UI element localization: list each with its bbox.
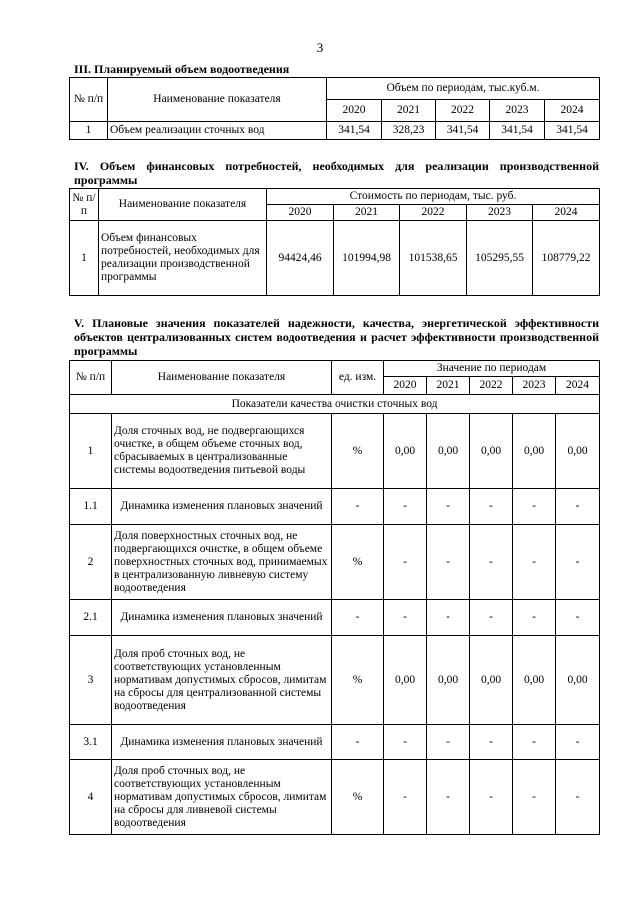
cell-value: 101994,98 (334, 221, 400, 296)
section-4-title: IV. Объем финансовых потребностей, необходимых для реализации производственной программы (74, 159, 599, 187)
cell-value: - (384, 489, 427, 525)
year-header: 2021 (382, 100, 436, 122)
row-num: 1 (70, 414, 112, 489)
cell-value: - (384, 725, 427, 760)
row-name: Объем финансовых потребностей, необходимых для реализации производственной программы (99, 221, 267, 296)
row-name: Динамика изменения плановых значений (112, 489, 332, 525)
row-num: 1.1 (70, 489, 112, 525)
cell-value: - (513, 525, 556, 600)
table-row (70, 414, 600, 489)
row-name: Динамика изменения плановых значений (112, 600, 332, 636)
row-unit: % (332, 525, 384, 600)
row-unit: % (332, 636, 384, 725)
table-row (70, 600, 600, 636)
year-header: 2020 (384, 377, 427, 395)
table-row (70, 221, 600, 296)
cell-value: - (427, 525, 470, 600)
col-periods-header: Стоимость по периодам, тыс. руб. (267, 189, 600, 205)
row-unit: - (332, 600, 384, 636)
col-unit-header: ед. изм. (332, 361, 384, 395)
cell-value: 0,00 (384, 414, 427, 489)
year-header: 2024 (545, 100, 600, 122)
cell-value: 341,54 (490, 122, 545, 140)
table-row (70, 760, 600, 835)
col-name-header: Наименование показателя (108, 78, 327, 122)
cell-value: 341,54 (545, 122, 600, 140)
row-num: 1 (70, 221, 99, 296)
row-name: Доля проб сточных вод, не соответствующих установленным нормативам допустимых сбросов, лимитам на сбросы для централизованной системы водоотведения (112, 636, 332, 725)
col-num-header: № п/п (70, 78, 108, 122)
cell-value: 0,00 (427, 636, 470, 725)
cell-value: - (513, 489, 556, 525)
year-header: 2024 (533, 205, 600, 221)
cell-value: 0,00 (513, 636, 556, 725)
cell-value: - (470, 489, 513, 525)
row-unit: % (332, 760, 384, 835)
row-num: 2.1 (70, 600, 112, 636)
cell-value: 0,00 (470, 636, 513, 725)
row-name: Доля проб сточных вод, не соответствующих установленным нормативам допустимых сбросов, лимитам на сбросы для ливневой системы водоотведения (112, 760, 332, 835)
cell-value: - (556, 760, 600, 835)
cell-value: - (513, 600, 556, 636)
section-3-title: III. Планируемый объем водоотведения (74, 62, 290, 76)
table-financial-needs (69, 188, 600, 296)
cell-value: 341,54 (327, 122, 382, 140)
cell-value: - (470, 760, 513, 835)
col-name-header: Наименование показателя (112, 361, 332, 395)
cell-value: - (384, 760, 427, 835)
col-num-header: № п/п (70, 189, 99, 221)
year-header: 2022 (436, 100, 490, 122)
table-quality-indicators (69, 360, 600, 835)
cell-value: 0,00 (556, 414, 600, 489)
col-num-header: № п/п (70, 361, 112, 395)
col-periods-header: Объем по периодам, тыс.куб.м. (327, 78, 600, 100)
row-name: Динамика изменения плановых значений (112, 725, 332, 760)
cell-value: - (556, 525, 600, 600)
row-name: Доля поверхностных сточных вод, не подвергающихся очистке, в общем объеме поверхностных сточных вод, принимаемых в централизованную ливневую систему водоотведения (112, 525, 332, 600)
cell-value: 0,00 (427, 414, 470, 489)
cell-value: - (556, 600, 600, 636)
cell-value: 105295,55 (467, 221, 533, 296)
col-name-header: Наименование показателя (99, 189, 267, 221)
year-header: 2021 (427, 377, 470, 395)
year-header: 2022 (400, 205, 467, 221)
cell-value: - (513, 725, 556, 760)
cell-value: - (384, 600, 427, 636)
row-num: 3 (70, 636, 112, 725)
row-num: 2 (70, 525, 112, 600)
cell-value: 0,00 (384, 636, 427, 725)
row-unit: % (332, 414, 384, 489)
cell-value: - (513, 760, 556, 835)
cell-value: 101538,65 (400, 221, 467, 296)
cell-value: 0,00 (556, 636, 600, 725)
cell-value: 94424,46 (267, 221, 334, 296)
cell-value: - (427, 600, 470, 636)
row-name: Доля сточных вод, не подвергающихся очистке, в общем объеме сточных вод, сбрасываемых в централизованные системы водоотведения питьевой воды (112, 414, 332, 489)
cell-value: 0,00 (513, 414, 556, 489)
cell-value: - (427, 725, 470, 760)
section-5-title: V. Плановые значения показателей надежности, качества, энергетической эффективности объектов централизованных систем водоотведения и расчет эффективности производственной программы (74, 316, 599, 358)
cell-value: 108779,22 (533, 221, 600, 296)
table-water-disposal-volume (69, 77, 600, 140)
table-row (70, 636, 600, 725)
year-header: 2023 (490, 100, 545, 122)
year-header: 2024 (556, 377, 600, 395)
row-num: 3.1 (70, 725, 112, 760)
table-row (70, 122, 600, 140)
cell-value: - (556, 725, 600, 760)
cell-value: 341,54 (436, 122, 490, 140)
year-header: 2023 (467, 205, 533, 221)
row-num: 4 (70, 760, 112, 835)
year-header: 2022 (470, 377, 513, 395)
row-unit: - (332, 725, 384, 760)
table-row (70, 489, 600, 525)
year-header: 2020 (267, 205, 334, 221)
cell-value: - (384, 525, 427, 600)
row-unit: - (332, 489, 384, 525)
table-row (70, 525, 600, 600)
cell-value: - (556, 489, 600, 525)
year-header: 2023 (513, 377, 556, 395)
page-number: 3 (316, 40, 324, 55)
cell-value: - (427, 760, 470, 835)
cell-value: - (427, 489, 470, 525)
cell-value: - (470, 725, 513, 760)
group-title: Показатели качества очистки сточных вод (70, 395, 600, 414)
year-header: 2020 (327, 100, 382, 122)
cell-value: - (470, 525, 513, 600)
cell-value: 328,23 (382, 122, 436, 140)
cell-value: 0,00 (470, 414, 513, 489)
year-header: 2021 (334, 205, 400, 221)
table-row (70, 725, 600, 760)
row-name: Объем реализации сточных вод (108, 122, 327, 140)
row-num: 1 (70, 122, 108, 140)
col-periods-header: Значение по периодам (384, 361, 600, 377)
cell-value: - (470, 600, 513, 636)
